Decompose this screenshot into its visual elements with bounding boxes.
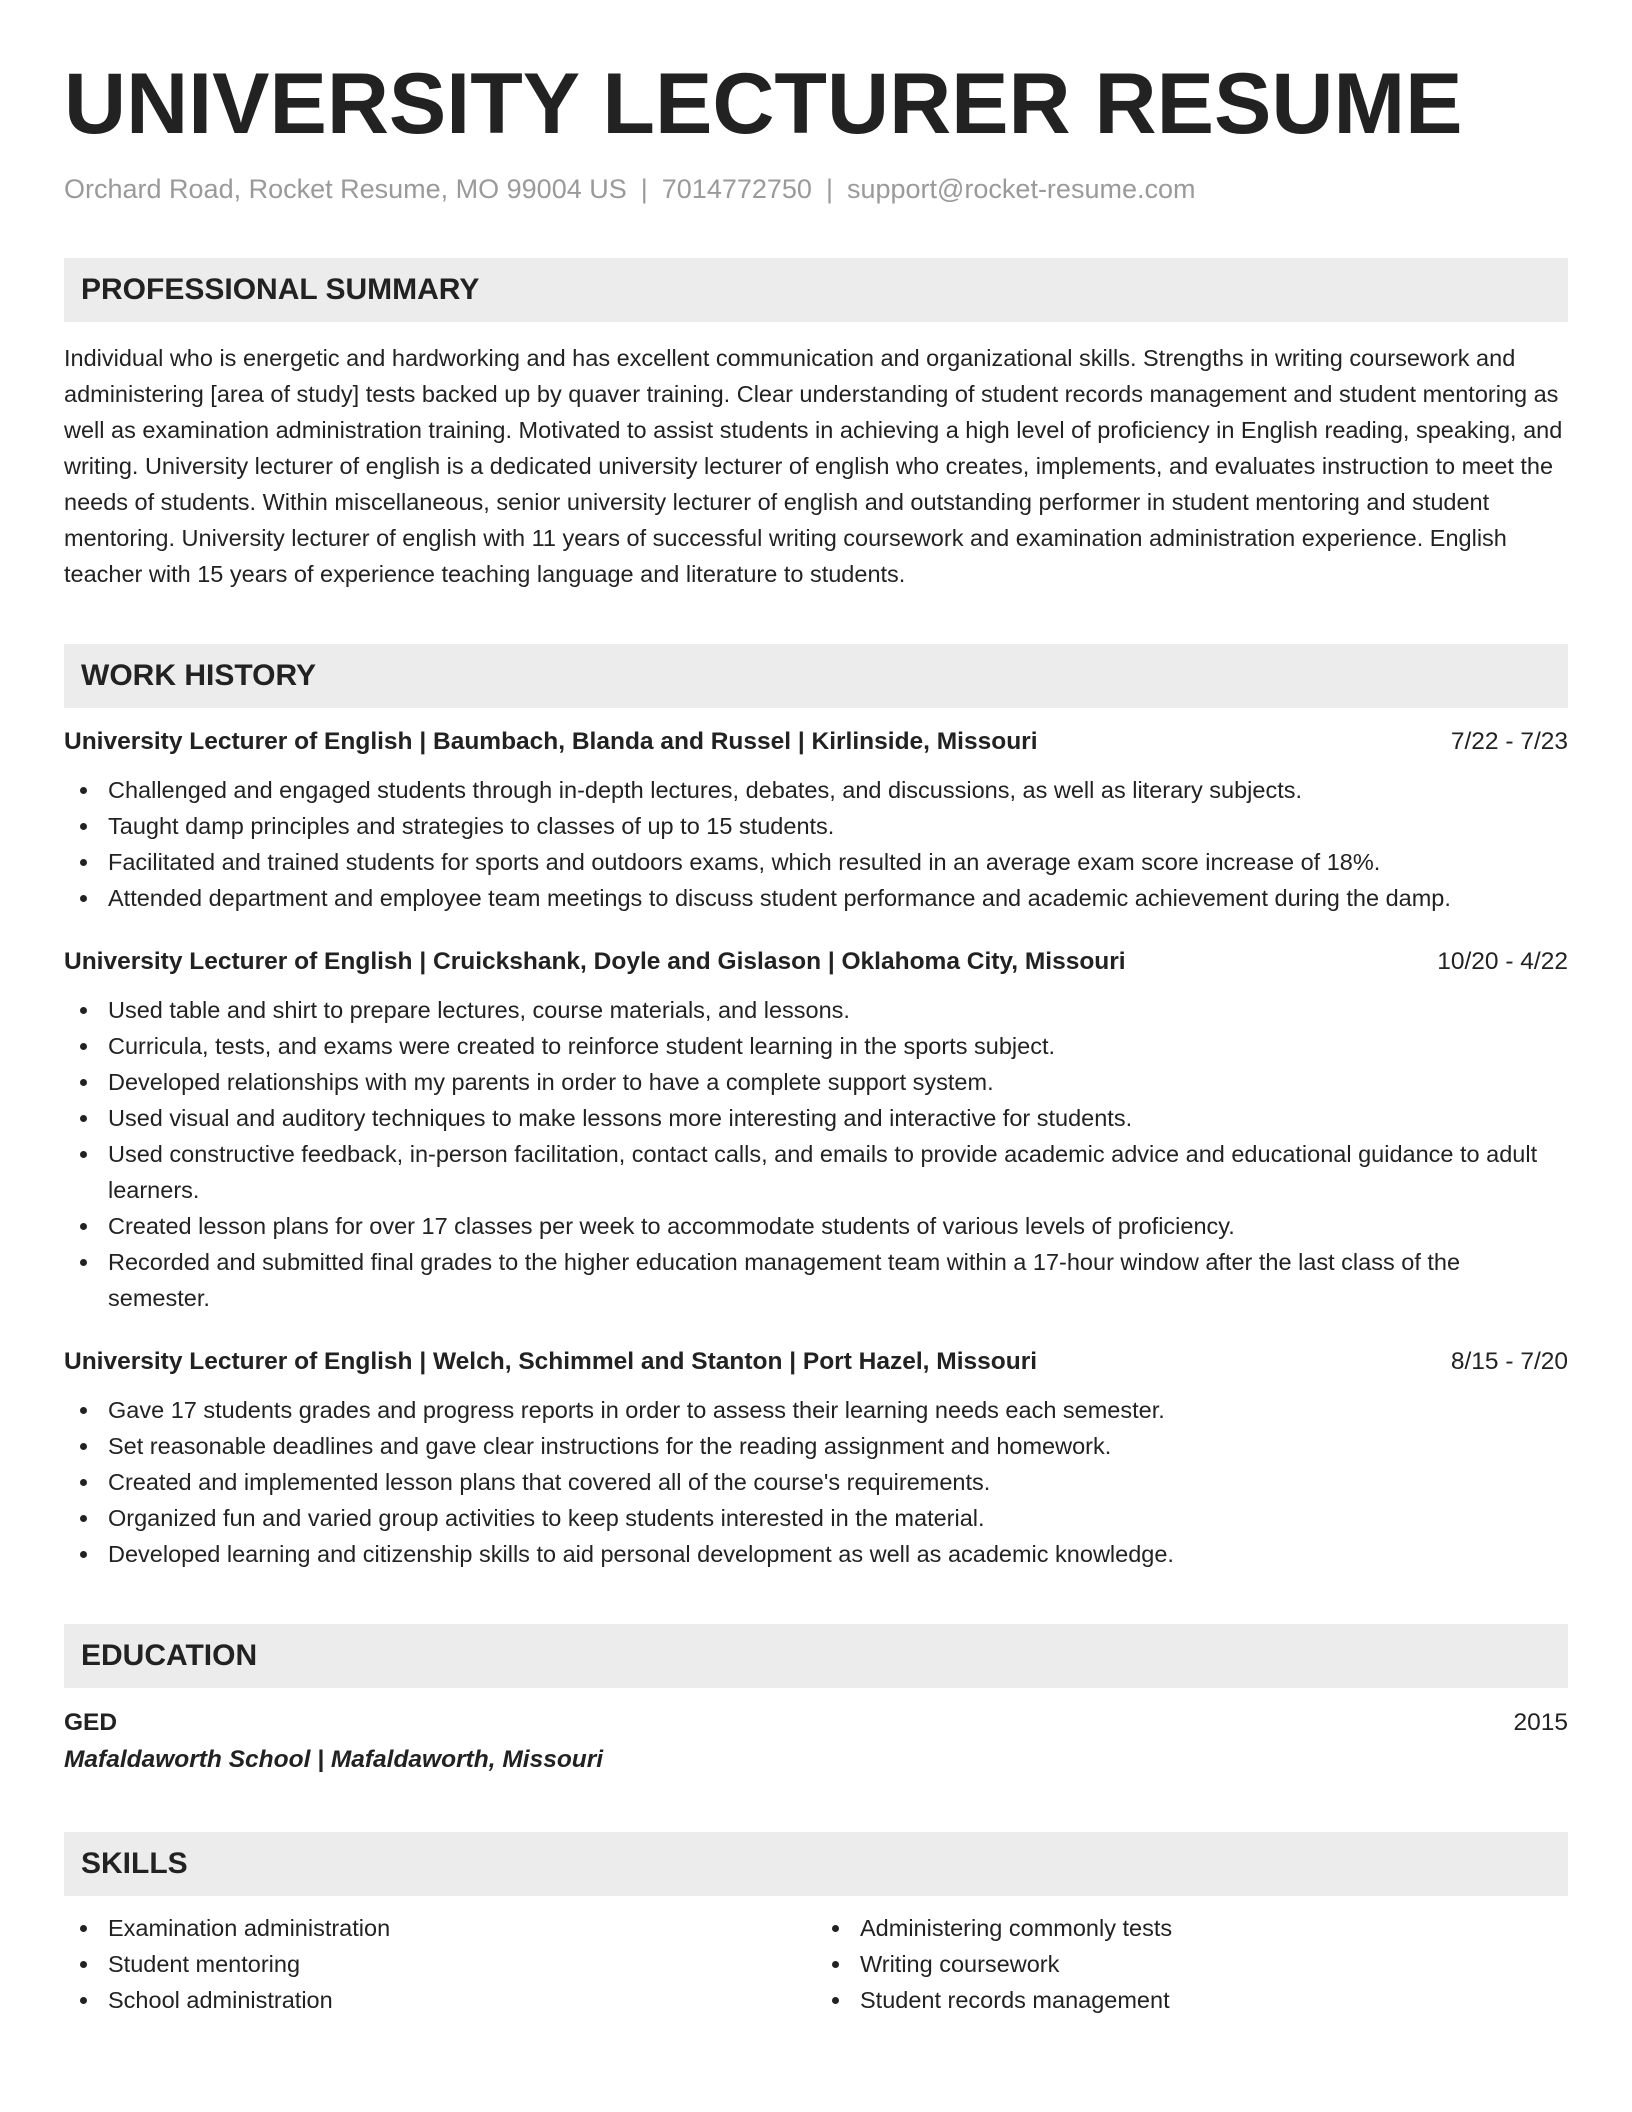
education-header [64,1706,1568,1740]
education-school: Mafaldaworth School | Mafaldaworth, Missouri [64,1746,604,1773]
list-item: Administering commonly tests [816,1910,1568,1946]
work-section-header [64,644,1568,708]
list-item: Used visual and auditory techniques to make lessons more interesting and interactive for students. [64,1100,1568,1136]
job-header [64,1346,1568,1378]
skills-section-header [64,1832,1568,1896]
job-title: University Lecturer of English | Baumbach, Blanda and Russel | Kirlinside, Missouri [64,728,1038,755]
job-header [64,726,1568,758]
work-heading: WORK HISTORY [81,659,317,692]
job-entry [64,946,1568,1316]
summary-text: Individual who is energetic and hardworking and has excellent communication and organizational skills. Strengths in writing coursework and administering [area of study] tests backed up by quaver training. Clear understanding of student records management and student mentoring as well as examination administration training. Motivated to assist students in achieving a high level of proficiency in English reading, speaking, and writing. University lecturer of english is a dedicated university lecturer of english who creates, implements, and evaluates instruction to meet the needs of students. Within miscellaneous, senior university lecturer of english and outstanding performer in student mentoring and student mentoring. University lecturer of english with 11 years of successful writing coursework and examination administration experience. English teacher with 15 years of experience teaching language and literature to students. [64,345,1563,587]
list-item: Recorded and submitted final grades to the higher education management team within a 17-hour window after the last class of the semester. [64,1244,1568,1316]
list-item: Used table and shirt to prepare lectures, course materials, and lessons. [64,992,1568,1028]
job-entry [64,726,1568,916]
job-bullets [64,992,1568,1316]
contact-address: Orchard Road, Rocket Resume, MO 99004 US [64,174,627,204]
summary-heading: PROFESSIONAL SUMMARY [81,273,480,306]
contact-phone: 7014772750 [661,174,812,204]
job-dates: 7/22 - 7/23 [1450,728,1568,755]
skills-list [64,1910,1568,2018]
skills-column-right [816,1910,1568,2018]
job-title: University Lecturer of English | Cruickshank, Doyle and Gislason | Oklahoma City, Missouri [64,948,1126,975]
list-item: Organized fun and varied group activities to keep students interested in the material. [64,1500,1568,1536]
job-title: University Lecturer of English | Welch, Schimmel and Stanton | Port Hazel, Missouri [64,1348,1038,1375]
education-degree: GED [64,1709,118,1736]
job-dates: 10/20 - 4/22 [1437,948,1568,975]
list-item: Created lesson plans for over 17 classes per week to accommodate students of various levels of proficiency. [64,1208,1568,1244]
list-item: School administration [64,1982,816,2018]
education-entry [64,1706,1568,1780]
contact-separator: | [640,174,648,204]
list-item: Developed relationships with my parents in order to have a complete support system. [64,1064,1568,1100]
job-bullets [64,772,1568,916]
skills-heading: SKILLS [81,1847,188,1880]
education-year: 2015 [1513,1709,1568,1736]
list-item: Set reasonable deadlines and gave clear instructions for the reading assignment and homework. [64,1428,1568,1464]
list-item: Examination administration [64,1910,816,1946]
job-header [64,946,1568,978]
list-item: Writing coursework [816,1946,1568,1982]
summary-section-header [64,258,1568,322]
education-heading: EDUCATION [81,1639,258,1672]
job-bullets [64,1392,1568,1572]
list-item: Student records management [816,1982,1568,2018]
list-item: Taught damp principles and strategies to classes of up to 15 students. [64,808,1568,844]
skills-column-left [64,1910,816,2018]
list-item: Challenged and engaged students through in-depth lectures, debates, and discussions, as well as literary subjects. [64,772,1568,808]
job-entry [64,1346,1568,1572]
list-item: Developed learning and citizenship skills to aid personal development as well as academic knowledge. [64,1536,1568,1572]
contact-email: support@rocket-resume.com [846,174,1196,204]
list-item: Created and implemented lesson plans that covered all of the course's requirements. [64,1464,1568,1500]
list-item: Gave 17 students grades and progress reports in order to assess their learning needs each semester. [64,1392,1568,1428]
education-section-header [64,1624,1568,1688]
list-item: Facilitated and trained students for sports and outdoors exams, which resulted in an average exam score increase of 18%. [64,844,1568,880]
contact-separator: | [825,174,833,204]
contact-line [64,172,1568,206]
resume-title: UNIVERSITY LECTURER RESUME [64,56,1463,152]
list-item: Student mentoring [64,1946,816,1982]
list-item: Attended department and employee team meetings to discuss student performance and academic achievement during the damp. [64,880,1568,916]
list-item: Used constructive feedback, in-person facilitation, contact calls, and emails to provide academic advice and educational guidance to adult learners. [64,1136,1568,1208]
list-item: Curricula, tests, and exams were created to reinforce student learning in the sports subject. [64,1028,1568,1064]
job-dates: 8/15 - 7/20 [1450,1348,1568,1375]
